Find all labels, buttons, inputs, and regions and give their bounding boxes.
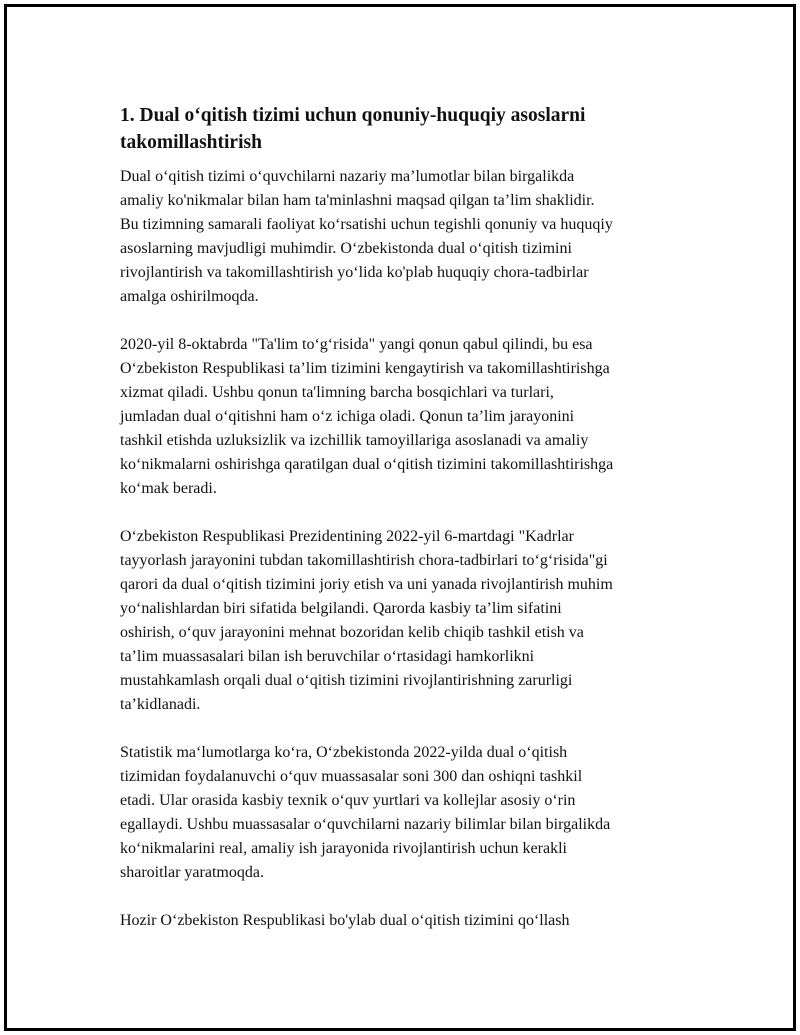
text-line: tizimidan foydalanuvchi o‘quv muassasalar soni 300 dan oshiqni tashkil: [120, 768, 583, 785]
heading-line: takomillashtirish: [120, 132, 262, 153]
text-line: sharoitlar yaratmoqda.: [120, 864, 264, 881]
text-line: Hozir O‘zbekiston Respublikasi bo'ylab dual o‘qitish tizimini qo‘llash: [120, 912, 570, 929]
text-line: Dual o‘qitish tizimi o‘quvchilarni nazariy ma’lumotlar bilan birgalikda: [120, 168, 575, 185]
section-heading: [120, 102, 720, 156]
paragraph: [120, 909, 720, 933]
text-line: ta’kidlanadi.: [120, 696, 201, 713]
text-line: egallaydi. Ushbu muassasalar o‘quvchilarni nazariy bilimlar bilan birgalikda: [120, 816, 611, 833]
text-line: xizmat qiladi. Ushbu qonun ta'limning barcha bosqichlari va turlari,: [120, 384, 554, 401]
text-line: ta’lim muassasalari bilan ish beruvchilar o‘rtasidagi hamkorlikni: [120, 648, 535, 665]
text-line: amaliy ko'nikmalar bilan ham ta'minlashni maqsad qilgan ta’lim shaklidir.: [120, 192, 595, 209]
text-line: tashkil etishda uzluksizlik va izchillik tamoyillariga asoslanadi va amaliy: [120, 432, 589, 449]
text-line: qarori da dual o‘qitish tizimini joriy etish va uni yanada rivojlantirish muhim: [120, 576, 613, 593]
text-line: ko‘mak beradi.: [120, 480, 217, 497]
text-line: oshirish, o‘quv jarayonini mehnat bozoridan kelib chiqib tashkil etish va: [120, 624, 584, 641]
text-line: Bu tizimning samarali faoliyat ko‘rsatishi uchun tegishli qonuniy va huquqiy: [120, 216, 613, 233]
text-line: ko‘nikmalarini real, amaliy ish jarayonida rivojlantirish uchun kerakli: [120, 840, 567, 857]
document-page: [4, 4, 796, 1031]
paragraph: [120, 333, 720, 501]
text-line: 2020-yil 8-oktabrda "Ta'lim to‘g‘risida" yangi qonun qabul qilindi, bu esa: [120, 336, 593, 353]
text-line: O‘zbekiston Respublikasi Prezidentining 2022-yil 6-martdagi "Kadrlar: [120, 528, 574, 545]
text-line: jumladan dual o‘qitishni ham o‘z ichiga oladi. Qonun ta’lim jarayonini: [120, 408, 575, 425]
paragraph: [120, 741, 720, 885]
paragraph: [120, 525, 720, 717]
paragraph: [120, 165, 720, 309]
text-line: etadi. Ular orasida kasbiy texnik o‘quv yurtlari va kollejlar asosiy o‘rin: [120, 792, 576, 809]
text-line: O‘zbekiston Respublikasi ta’lim tizimini kengaytirish va takomillashtirishga: [120, 360, 610, 377]
text-line: rivojlantirish va takomillashtirish yo‘lida ko'plab huquqiy chora-tadbirlar: [120, 264, 589, 281]
document-content: [120, 102, 720, 957]
text-line: asoslarning mavjudligi muhimdir. O‘zbekistonda dual o‘qitish tizimini: [120, 240, 572, 257]
text-line: Statistik ma‘lumotlarga ko‘ra, O‘zbekistonda 2022-yilda dual o‘qitish: [120, 744, 568, 761]
text-line: yo‘nalishlardan biri sifatida belgilandi. Qarorda kasbiy ta’lim sifatini: [120, 600, 562, 617]
text-line: tayyorlash jarayonini tubdan takomillashtirish chora-tadbirlari to‘g‘risida"gi: [120, 552, 608, 569]
text-line: ko‘nikmalarni oshirishga qaratilgan dual o‘qitish tizimini takomillashtirishga: [120, 456, 614, 473]
text-line: amalga oshirilmoqda.: [120, 288, 259, 305]
text-line: mustahkamlash orqali dual o‘qitish tizimini rivojlantirishning zarurligi: [120, 672, 573, 689]
heading-line: 1. Dual o‘qitish tizimi uchun qonuniy-huquqiy asoslarni: [120, 105, 586, 126]
